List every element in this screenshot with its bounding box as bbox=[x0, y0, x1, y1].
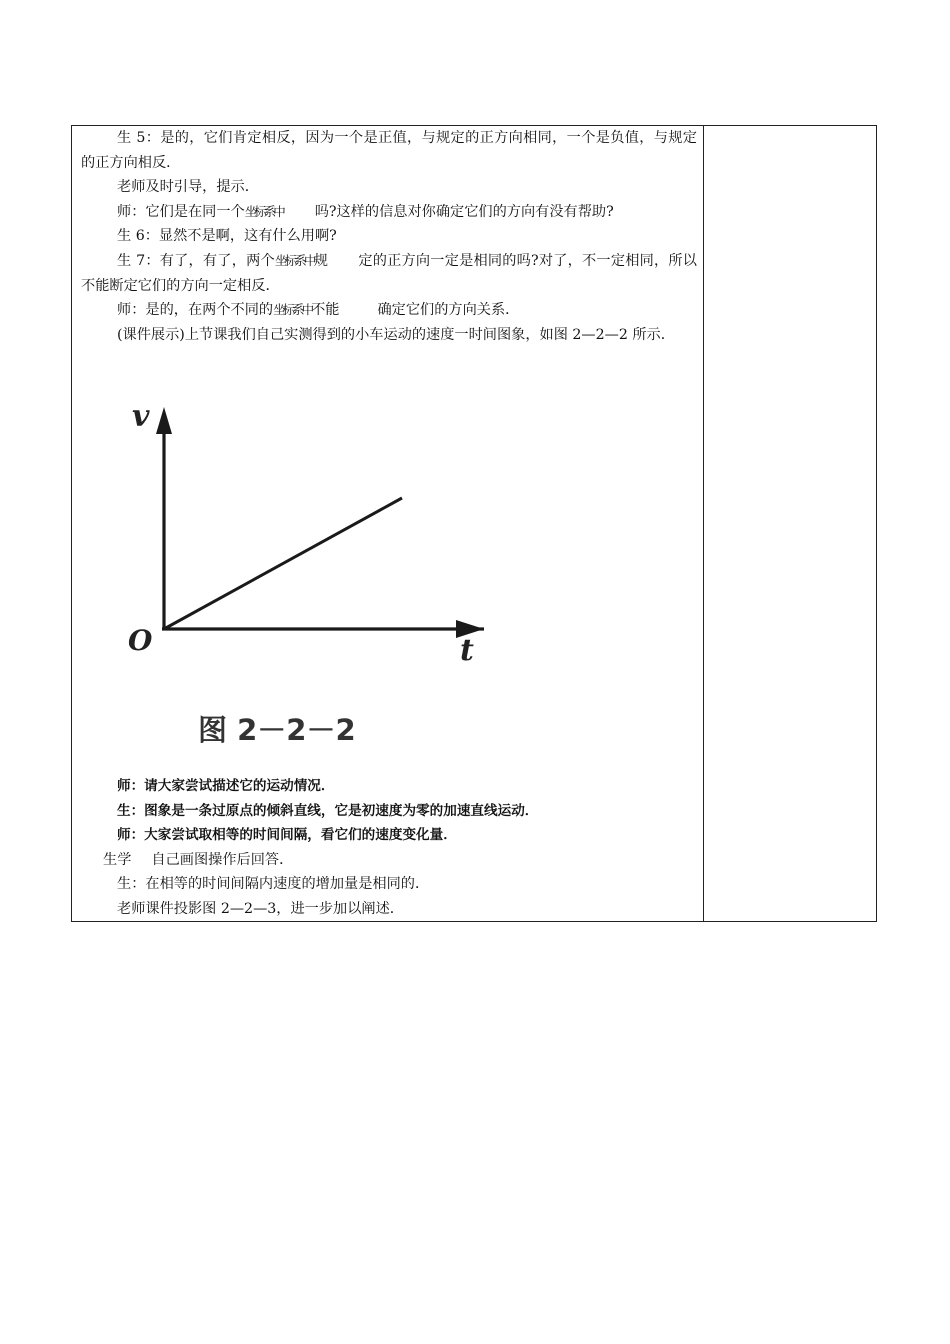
paragraph-student-draw bbox=[81, 848, 697, 873]
paragraph-student5 bbox=[81, 126, 697, 175]
bold-text-1: 师：请大家尝试描述它的运动情况． bbox=[117, 778, 335, 794]
velocity-line bbox=[164, 498, 402, 629]
paragraph-teacher-answer bbox=[81, 298, 697, 323]
student7-text-b: 坐标系中 bbox=[274, 253, 314, 268]
paragraph-teacher-guide bbox=[81, 175, 697, 200]
paragraph-bold-1 bbox=[81, 774, 697, 799]
paragraph-student7 bbox=[81, 249, 697, 298]
figure-caption: 图 2－2－2 bbox=[198, 713, 356, 747]
student-draw-text-b: 自己画图操作后回答． bbox=[151, 852, 294, 868]
bold-text-3: 师：大家尝试取相等的时间间隔，看它们的速度变化量． bbox=[117, 827, 457, 843]
x-axis-label: t bbox=[460, 633, 474, 668]
student7-text-d: 定的正方向一定是相同的吗?对了，不一定相同，所以不能断定它们的方向一定相反． bbox=[81, 253, 697, 294]
student6-text: 生 6：显然不是啊，这有什么用啊? bbox=[117, 228, 337, 244]
teacher-question-text-a: 师：它们是在同一个 bbox=[117, 204, 245, 220]
paragraph-teacher-question bbox=[81, 200, 697, 225]
paragraph-bold-2 bbox=[81, 799, 697, 824]
paragraph-student6 bbox=[81, 224, 697, 249]
paragraph-bold-3 bbox=[81, 823, 697, 848]
lesson-table bbox=[71, 125, 877, 922]
teacher-answer-text-b: 坐标系中 bbox=[273, 302, 312, 317]
teacher-projection-text: 老师课件投影图 2—2—3，进一步加以阐述． bbox=[117, 901, 404, 917]
student-draw-text-a: 生学 bbox=[103, 852, 132, 868]
paragraph-teacher-projection bbox=[81, 897, 697, 922]
bold-text-2: 生：图象是一条过原点的倾斜直线，它是初速度为零的加速直线运动． bbox=[117, 803, 539, 819]
velocity-time-figure bbox=[124, 404, 484, 774]
y-axis-arrow bbox=[156, 407, 172, 434]
teacher-question-text-b: 坐标系中 bbox=[244, 204, 283, 219]
vt-graph bbox=[124, 404, 484, 774]
student-answer-text: 生：在相等的时间间隔内速度的增加量是相同的． bbox=[117, 876, 430, 892]
courseware-text: (课件展示)上节课我们自己实测得到的小车运动的速度一时间图象，如图 2—2—2 所示． bbox=[117, 327, 675, 343]
teacher-question-text-c: 吗?这样的信息对你确定它们的方向有没有帮助? bbox=[314, 204, 614, 220]
teacher-answer-text-d: 确定它们的方向关系． bbox=[377, 302, 520, 318]
teacher-guide-text: 老师及时引导，提示． bbox=[117, 179, 259, 195]
paragraph-courseware bbox=[81, 323, 697, 348]
teacher-answer-text-a: 师：是的，在两个不同的 bbox=[117, 302, 274, 318]
notes-cell bbox=[704, 126, 876, 921]
paragraph-student-answer bbox=[81, 872, 697, 897]
student7-text-c: 规 bbox=[313, 253, 329, 269]
main-content-cell bbox=[72, 126, 704, 921]
y-axis-label: v bbox=[132, 404, 150, 434]
student5-text: 生 5：是的，它们肯定相反，因为一个是正值，与规定的正方向相同，一个是负值，与规定的正方向相反． bbox=[81, 130, 697, 171]
student7-text-a: 生 7：有了，有了，两个 bbox=[117, 253, 275, 269]
origin-label: O bbox=[128, 624, 153, 657]
teacher-answer-text-c: 不能 bbox=[311, 302, 340, 318]
